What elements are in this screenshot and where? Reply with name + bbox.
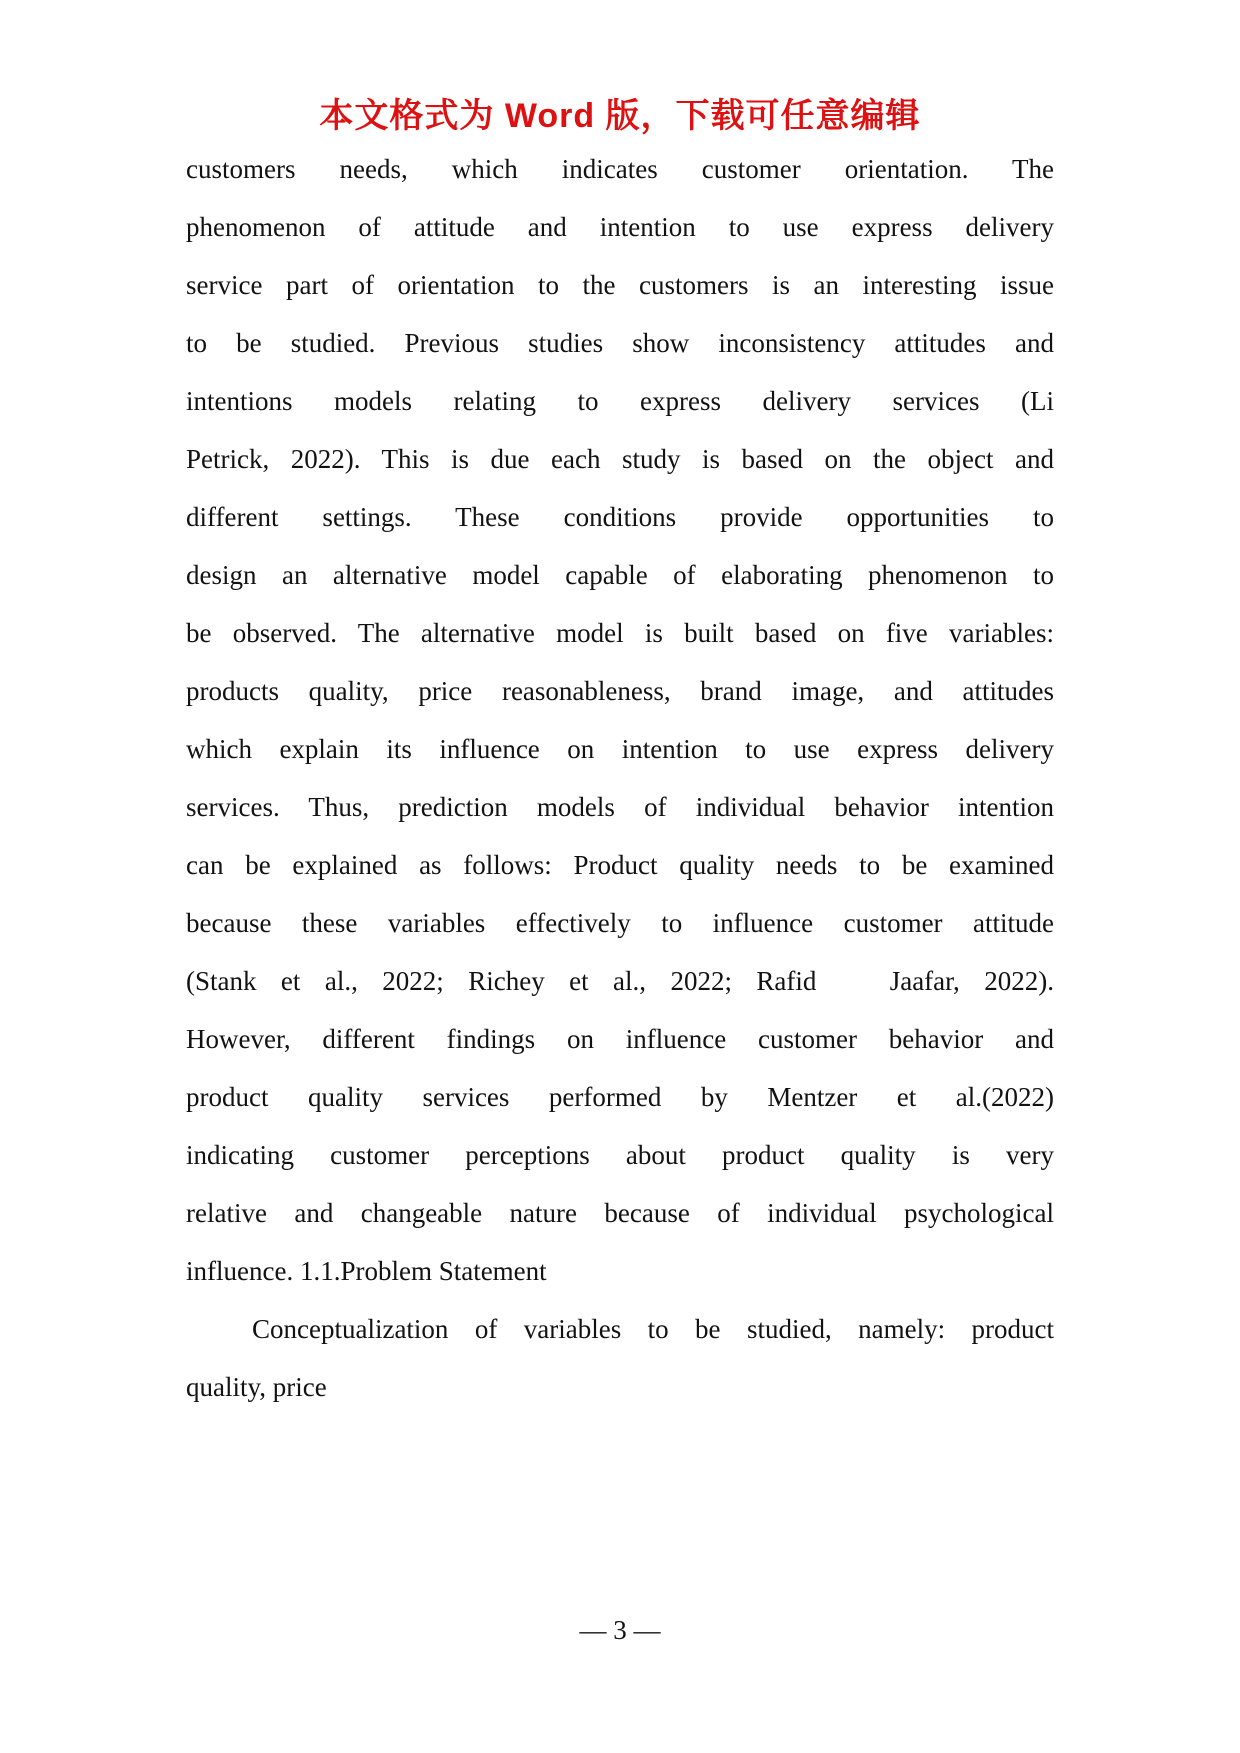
text-line: be observed. The alternative model is built based on five variables:	[186, 618, 1054, 648]
text-line: However, different findings on influence customer behavior and	[186, 1024, 1054, 1054]
document-header-notice: 本文格式为 Word 版，下载可任意编辑	[319, 97, 921, 135]
text-line: customers needs, which indicates customer orientation. The	[186, 154, 1054, 184]
text-line: can be explained as follows: Product quality needs to be examined	[186, 850, 1054, 880]
text-line: design an alternative model capable of elaborating phenomenon to	[186, 560, 1054, 590]
document-body	[186, 140, 1054, 1416]
text-line-paragraph-end: influence. 1.1.Problem Statement	[186, 1256, 547, 1286]
text-line: Petrick, 2022). This is due each study is based on the object and	[186, 444, 1054, 474]
page-number: — 3 —	[579, 1615, 661, 1645]
text-line: to be studied. Previous studies show inconsistency attitudes and	[186, 328, 1054, 358]
text-line: phenomenon of attitude and intention to use express delivery	[186, 212, 1054, 242]
text-line: which explain its influence on intention to use express delivery	[186, 734, 1054, 764]
text-line: product quality services performed by Mentzer et al.(2022)	[186, 1082, 1054, 1112]
text-line-paragraph-end: quality, price	[186, 1372, 327, 1402]
text-line: different settings. These conditions provide opportunities to	[186, 502, 1054, 532]
text-line: intentions models relating to express delivery services (Li	[186, 386, 1054, 416]
text-line: service part of orientation to the customers is an interesting issue	[186, 270, 1054, 300]
text-line: (Stank et al., 2022; Richey et al., 2022; Rafid Jaafar, 2022).	[186, 966, 1054, 996]
text-line-paragraph-start: Conceptualization of variables to be studied, namely: product	[252, 1314, 1054, 1344]
text-line: because these variables effectively to influence customer attitude	[186, 908, 1054, 938]
text-line: services. Thus, prediction models of individual behavior intention	[186, 792, 1054, 822]
text-line: relative and changeable nature because of individual psychological	[186, 1198, 1054, 1228]
text-line: indicating customer perceptions about product quality is very	[186, 1140, 1054, 1170]
text-line: products quality, price reasonableness, brand image, and attitudes	[186, 676, 1054, 706]
